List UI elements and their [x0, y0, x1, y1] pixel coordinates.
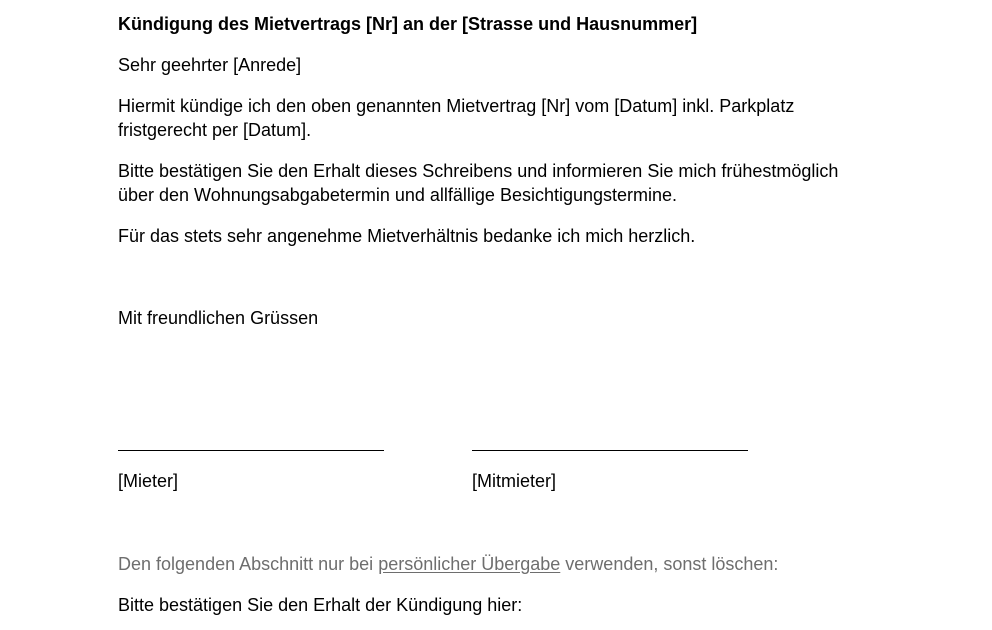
cotenant-label: [Mitmieter]: [472, 471, 557, 491]
cotenant-signature-line: [472, 450, 748, 451]
salutation: Sehr geehrter [Anrede]: [118, 55, 302, 75]
handover-note: [118, 552, 778, 576]
tenant-label: [Mieter]: [118, 471, 179, 491]
closing: Mit freundlichen Grüssen: [118, 308, 319, 328]
paragraph-1-line-2: fristgerecht per [Datum].: [118, 120, 312, 140]
paragraph-3: Für das stets sehr angenehme Mietverhältnis bedanke ich mich herzlich.: [118, 226, 696, 246]
handover-note-after: verwenden, sonst löschen:: [560, 554, 779, 574]
tenant-signature-line: [118, 450, 384, 451]
paragraph-2-line-1: Bitte bestätigen Sie den Erhalt dieses Schreibens und informieren Sie mich frühestmöglich: [118, 161, 839, 181]
letter-title: Kündigung des Mietvertrags [Nr] an der [Strasse und Hausnummer]: [118, 14, 698, 34]
personal-handover-link[interactable]: persönlicher Übergabe: [378, 554, 561, 574]
paragraph-2-line-2: über den Wohnungsabgabetermin und allfällige Besichtigungstermine.: [118, 185, 678, 205]
paragraph-1-line-1: Hiermit kündige ich den oben genannten Mietvertrag [Nr] vom [Datum] inkl. Parkplatz: [118, 96, 795, 116]
handover-note-before: Den folgenden Abschnitt nur bei: [118, 554, 379, 574]
confirmation-prompt: Bitte bestätigen Sie den Erhalt der Kündigung hier:: [118, 595, 523, 615]
